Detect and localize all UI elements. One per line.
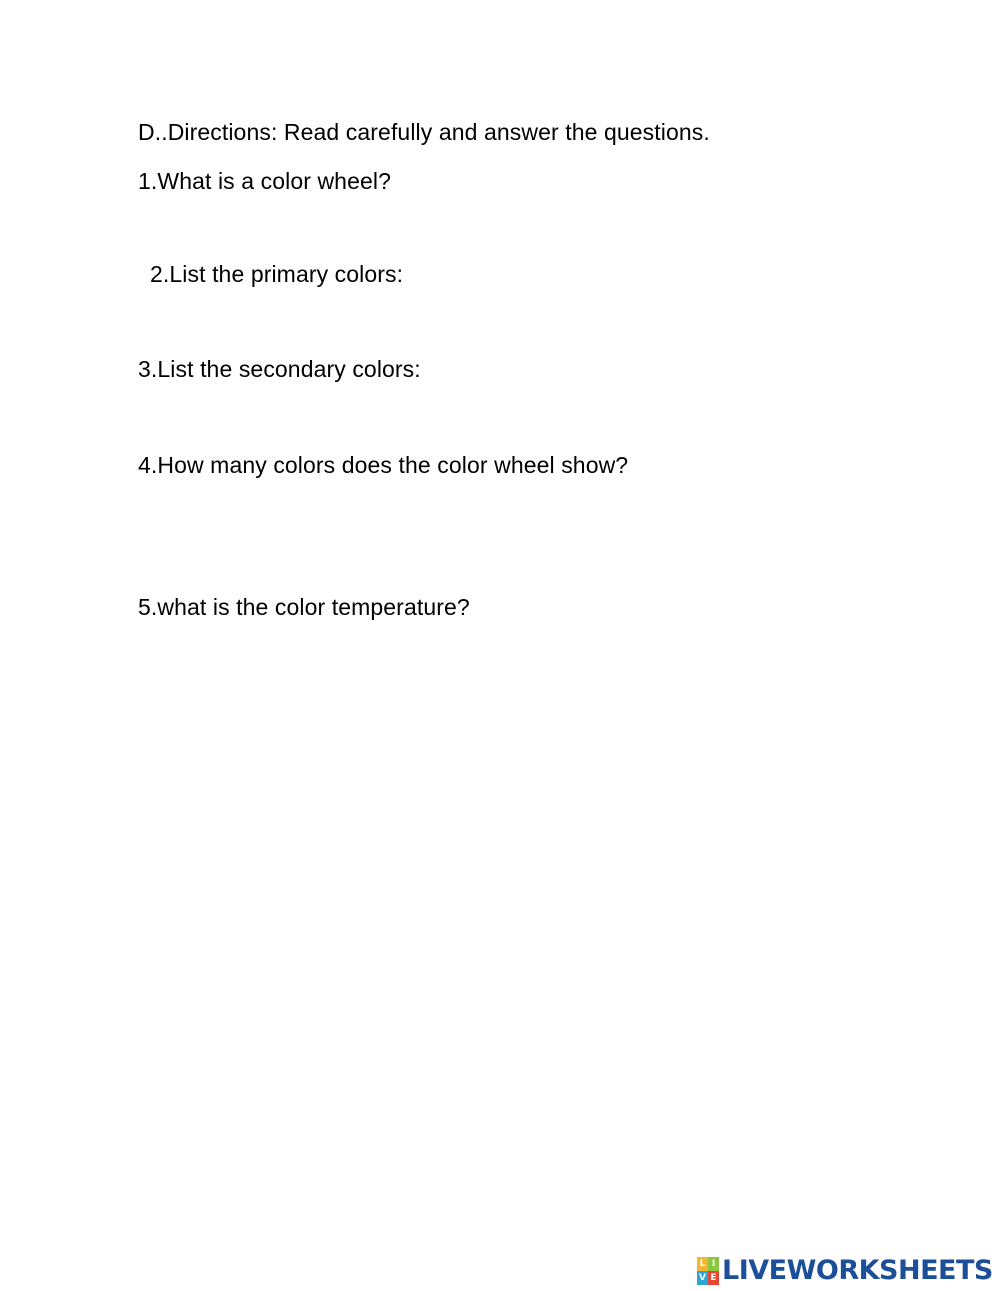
question-1: 1.What is a color wheel?: [138, 168, 391, 194]
logo-mark-letter: I: [708, 1257, 719, 1271]
logo-mark-letter: V: [697, 1271, 708, 1285]
liveworksheets-logo-text: LIVEWORKSHEETS: [722, 1255, 993, 1286]
directions-text: D..Directions: Read carefully and answer the questions.: [138, 119, 710, 145]
question-3: 3.List the secondary colors:: [138, 356, 421, 382]
liveworksheets-logo-icon: [697, 1257, 719, 1285]
question-5: 5.what is the color temperature?: [138, 594, 470, 620]
question-4: 4.How many colors does the color wheel show?: [138, 452, 629, 478]
logo-mark-letter: L: [697, 1257, 708, 1271]
liveworksheets-logo: [697, 1256, 993, 1286]
logo-mark-letter: E: [708, 1271, 719, 1285]
question-2: 2.List the primary colors:: [150, 261, 404, 287]
